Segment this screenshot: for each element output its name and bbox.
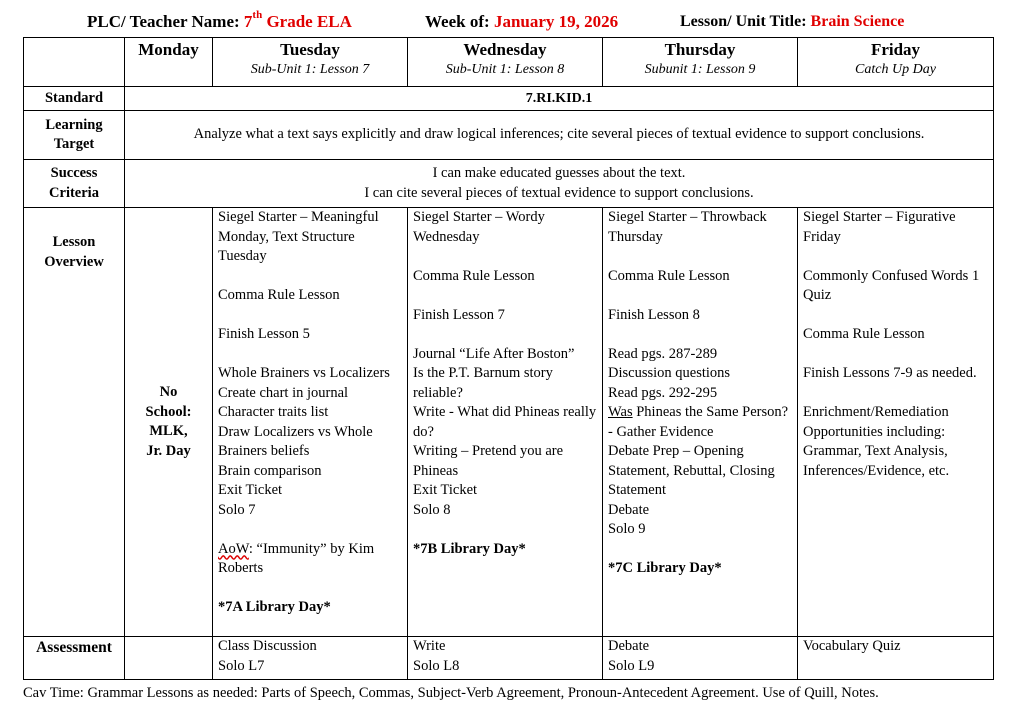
- standard-row: [24, 87, 994, 111]
- day-subtitle: Sub-Unit 1: Lesson 8: [445, 62, 565, 77]
- comma-lesson: Comma Rule Lesson: [218, 287, 340, 303]
- no-school-line: MLK,: [149, 423, 188, 439]
- assessment-item: Solo L7: [218, 657, 265, 674]
- activity: Create chart in journal: [218, 384, 349, 401]
- assessment-item: Write: [413, 638, 446, 654]
- activity: Write - What did Phineas really do?: [413, 404, 597, 440]
- debate-prep: Debate Prep – Opening Statement, Rebuttal, Closing Statement: [608, 443, 775, 498]
- day-header-friday: [798, 38, 994, 87]
- assessment-label: Assessment: [24, 637, 125, 680]
- activity: Whole Brainers vs Localizers: [218, 365, 390, 381]
- day-subtitle: Sub-Unit 1: Lesson 7: [250, 62, 370, 77]
- activity: Is the P.T. Barnum story reliable?: [413, 365, 553, 401]
- assessment-friday: [798, 637, 994, 680]
- label-line: Criteria: [49, 184, 99, 201]
- label-line: Overview: [44, 253, 104, 270]
- grade-number: 7: [243, 12, 253, 31]
- friday-overview: [798, 208, 994, 637]
- assessment-item: Vocabulary Quiz: [803, 638, 901, 654]
- quiz: Commonly Confused Words 1 Quiz: [803, 267, 980, 303]
- finish-lesson: Finish Lesson 7: [413, 306, 505, 323]
- assessment-tuesday: [213, 637, 408, 680]
- grade-subject: Grade ELA: [262, 12, 352, 31]
- starter: Siegel Starter – Wordy Wednesday: [413, 209, 545, 245]
- comma-lesson: Comma Rule Lesson: [803, 326, 925, 342]
- wednesday-overview: [408, 208, 603, 637]
- assessment-wednesday: [408, 637, 603, 680]
- assessment-thursday: [603, 637, 798, 680]
- label-line: Learning: [45, 116, 103, 133]
- day-header-thursday: [603, 38, 798, 87]
- aow-title: : “Immunity” by Kim Roberts: [218, 540, 375, 576]
- aow-abbrev: AoW: [218, 540, 249, 557]
- tuesday-overview: [213, 208, 408, 637]
- learning-target-label: [24, 111, 125, 160]
- activity: Draw Localizers vs Whole Brainers beliefs: [218, 423, 373, 459]
- reading-1: Read pgs. 287-289: [608, 345, 718, 362]
- activity: Solo 8: [413, 501, 451, 518]
- assessment-item: Class Discussion: [218, 638, 317, 654]
- week-of: [425, 12, 618, 32]
- discussion: Discussion questions: [608, 365, 731, 381]
- was-word: Was: [608, 404, 633, 420]
- assessment-item: Debate: [608, 638, 650, 654]
- no-school-line: Jr. Day: [146, 442, 191, 459]
- day-name: Tuesday: [280, 40, 340, 59]
- lesson-overview-row: [24, 208, 994, 637]
- standard-value: 7.RI.KID.1: [125, 87, 994, 111]
- label-line: Target: [53, 136, 95, 152]
- activity: Character traits list: [218, 404, 329, 420]
- corner-cell: [24, 38, 125, 87]
- cav-time-note: Cav Time: Grammar Lessons as needed: Parts of Speech, Commas, Subject-Verb Agreement, Pronoun-Antecedent Agreement. Use of Quill, Notes.: [23, 685, 879, 701]
- success-criteria-value: [125, 160, 994, 208]
- day-name: Friday: [870, 40, 921, 59]
- finish-lesson: Finish Lessons 7-9 as needed.: [803, 365, 977, 381]
- day-name: Wednesday: [463, 40, 547, 59]
- starter: Siegel Starter – Meaningful Monday, Text Structure Tuesday: [218, 209, 379, 264]
- no-school-line: School:: [145, 403, 192, 420]
- unit-label: Lesson/ Unit Title:: [680, 13, 807, 30]
- label-line: Lesson: [52, 234, 96, 250]
- activity: Brain comparison: [218, 462, 322, 479]
- finish-lesson: Finish Lesson 8: [608, 306, 700, 323]
- assessment-item: Solo L9: [608, 657, 655, 674]
- thursday-overview: [603, 208, 798, 637]
- assessment-item: Solo L8: [413, 657, 460, 674]
- unit-value: Brain Science: [810, 13, 905, 30]
- starter: Siegel Starter – Figurative Friday: [803, 209, 956, 245]
- standard-label: Standard: [24, 87, 125, 111]
- learning-target-value: Analyze what a text says explicitly and draw logical inferences; cite several pieces of textual evidence to support conclusions.: [125, 111, 994, 160]
- monday-no-school: [125, 208, 213, 637]
- label-line: Success: [50, 165, 98, 181]
- day-header-monday: [125, 38, 213, 87]
- library-day: *7C Library Day*: [608, 560, 722, 576]
- grade-value: [243, 9, 352, 31]
- debate: Debate: [608, 501, 650, 518]
- criteria-line: I can cite several pieces of textual evidence to support conclusions.: [364, 184, 754, 201]
- day-name: Thursday: [664, 40, 736, 59]
- day-subtitle: Catch Up Day: [855, 62, 936, 77]
- article-of-week: [218, 540, 402, 579]
- success-criteria-label: [24, 160, 125, 208]
- page-header: [0, 8, 1011, 34]
- teacher-name: [87, 9, 352, 32]
- assessment-row: [24, 637, 994, 680]
- grade-suffix: th: [252, 9, 263, 21]
- question-rest: Phineas the Same Person? - Gather Evidence: [608, 404, 789, 440]
- unit-title: [680, 13, 904, 31]
- reading-2: Read pgs. 292-295: [608, 384, 718, 401]
- finish-lesson: Finish Lesson 5: [218, 326, 310, 342]
- assessment-monday: [125, 637, 213, 680]
- week-label: Week of:: [425, 12, 490, 31]
- criteria-line: I can make educated guesses about the text.: [432, 165, 686, 181]
- week-value: January 19, 2026: [493, 12, 619, 31]
- day-header-tuesday: [213, 38, 408, 87]
- library-day: *7A Library Day*: [218, 599, 331, 615]
- days-header-row: [24, 38, 994, 87]
- library-day: *7B Library Day*: [413, 540, 526, 557]
- day-name: Monday: [138, 40, 199, 59]
- lesson-overview-label: [24, 208, 125, 637]
- day-subtitle: Subunit 1: Lesson 9: [644, 62, 756, 77]
- activity: Journal “Life After Boston”: [413, 345, 575, 362]
- day-header-wednesday: [408, 38, 603, 87]
- comma-lesson: Comma Rule Lesson: [608, 267, 730, 284]
- starter: Siegel Starter – Throwback Thursday: [608, 209, 767, 245]
- success-criteria-row: [24, 160, 994, 208]
- activity: Solo 7: [218, 501, 256, 518]
- activity: Exit Ticket: [413, 482, 478, 498]
- no-school-line: No: [159, 384, 178, 400]
- activity: Exit Ticket: [218, 482, 283, 498]
- evidence-question: [608, 403, 792, 442]
- plc-label: PLC/ Teacher Name:: [87, 12, 240, 31]
- comma-lesson: Comma Rule Lesson: [413, 267, 535, 284]
- solo: Solo 9: [608, 521, 646, 537]
- lesson-plan-table: [23, 37, 994, 680]
- enrichment: Enrichment/Remediation Opportunities including: Grammar, Text Analysis, Inferences/Evidence, etc.: [803, 404, 950, 479]
- activity: Writing – Pretend you are Phineas: [413, 443, 564, 479]
- learning-target-row: [24, 111, 994, 160]
